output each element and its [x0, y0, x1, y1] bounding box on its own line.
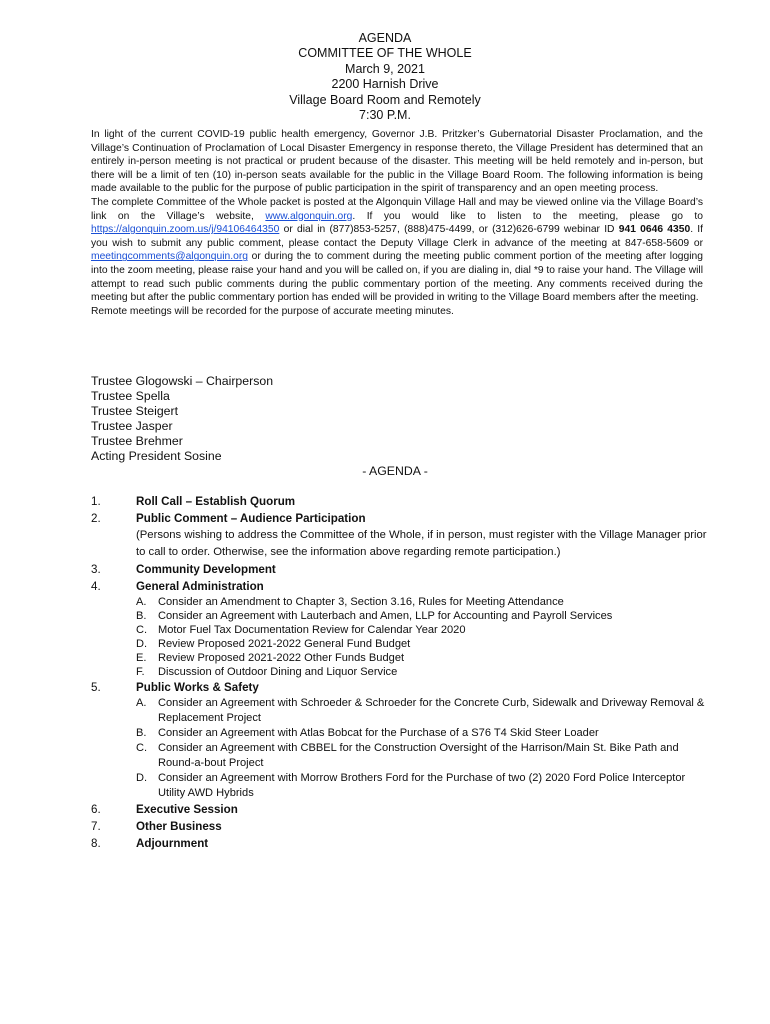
item-title: Other Business — [136, 820, 222, 833]
intro-paragraph-covid: In light of the current COVID-19 public health emergency, Governor J.B. Pritzker’s Gubernatorial Disaster Proclamation, and the Village’s Continuation of Proclamation of Local Disaster Emergency in response thereto, the Village President has determined that an entirely in-person meeting is not practical or prudent because of the disaster. This meeting will be held remotely and in-person, but there will be a limit of ten (10) in-person seats available for the public in the Village Board Room. The following information is being made available to the public for the purpose of public participation in the spirit of transparency and an open meeting process. — [91, 129, 703, 195]
agenda-item — [91, 818, 711, 835]
sub-item: C. Motor Fuel Tax Documentation Review for Calendar Year 2020 — [136, 624, 466, 636]
trustee-name: Acting President Sosine — [91, 448, 222, 463]
sub-item: A. Consider an Amendment to Chapter 3, Section 3.16, Rules for Meeting Attendance — [136, 596, 564, 608]
email-link[interactable]: meetingcomments@algonquin.org — [91, 251, 248, 263]
header-date: March 9, 2021 — [345, 61, 425, 76]
item-title: Public Works & Safety — [136, 681, 259, 694]
trustee-name: Trustee Steigert — [91, 403, 179, 418]
agenda-item — [91, 801, 711, 818]
agenda-item — [91, 493, 711, 510]
item-number: 7. — [91, 820, 101, 833]
agenda-item — [91, 679, 711, 801]
item-title: Adjournment — [136, 837, 209, 850]
sub-item-list — [136, 696, 711, 801]
item-number: 3. — [91, 563, 101, 576]
agenda-item — [91, 835, 711, 852]
intro-notice — [91, 128, 703, 318]
item-title: Public Comment – Audience Participation — [136, 512, 366, 525]
sub-item: D. Consider an Agreement with Morrow Brothers Ford for the Purchase of two (2) 2020 Ford Police Interceptor Utility AWD Hybrids — [136, 772, 686, 799]
item-number: 2. — [91, 512, 101, 525]
intro-paragraph-recording: Remote meetings will be recorded for the purpose of accurate meeting minutes. — [91, 305, 454, 317]
trustee-list — [91, 374, 273, 463]
sub-item: F. Discussion of Outdoor Dining and Liquor Service — [136, 666, 398, 678]
website-link[interactable]: www.algonquin.org — [265, 210, 353, 222]
item-title: Community Development — [136, 563, 276, 576]
sub-item: E. Review Proposed 2021-2022 Other Funds Budget — [136, 652, 405, 664]
item-number: 6. — [91, 803, 101, 816]
agenda-list — [91, 493, 711, 852]
trustee-name: Trustee Jasper — [91, 418, 173, 433]
sub-item: B. Consider an Agreement with Atlas Bobcat for the Purchase of a S76 T4 Skid Steer Loader — [136, 727, 599, 739]
agenda-item — [91, 510, 711, 561]
header-address: 2200 Harnish Drive — [331, 77, 439, 92]
item-number: 1. — [91, 495, 101, 508]
item-title: Executive Session — [136, 803, 238, 816]
trustee-name: Trustee Spella — [91, 388, 170, 403]
sub-item: C. Consider an Agreement with CBBEL for the Construction Oversight of the Harrison/Main St. Bike Path and Round-a-bout Project — [136, 742, 679, 769]
header-location: Village Board Room and Remotely — [289, 92, 481, 107]
zoom-link[interactable]: https://algonquin.zoom.us/j/94106464350 — [91, 224, 280, 236]
webinar-id: 941 0646 4350 — [618, 224, 691, 236]
document-header — [0, 31, 770, 123]
item-title: General Administration — [136, 580, 264, 593]
agenda-item — [91, 561, 711, 578]
sub-item: B. Consider an Agreement with Lauterbach and Amen, LLP for Accounting and Payroll Services — [136, 610, 613, 622]
trustee-name: Trustee Brehmer — [91, 433, 183, 448]
item-number: 4. — [91, 580, 101, 593]
sub-item: A. Consider an Agreement with Schroeder & Schroeder for the Concrete Curb, Sidewalk and Driveway Removal & Replacement Project — [136, 697, 705, 724]
item-number: 8. — [91, 837, 101, 850]
intro-paragraph-participation: The complete Committee of the Whole packet is posted at the Algonquin Village Hall and may be viewed online via the Village Board’s link on the Village’s website, www.algonquin.org. If you would like to listen to the meeting, please go to https://algonquin.zoom.us/j/94106464350 or dial in (877)853-5257, (888)475-4499, or (312)626-6799 webinar ID 941 0646 4350. If you wish to submit any public comment, please contact the Deputy Village Clerk in advance of the meeting at 847-658-5609 or meetingcomments@algonquin.org or during the to comment during the meeting public comment portion of the meeting after logging into the zoom meeting, please raise your hand and you will be called on, if you are dialing in, dial *9 to raise your hand. The Village will attempt to read such public comments during the public commentary portion of the meeting. Any comments received during the meeting but after the public commentary portion has ended will be provided in writing to the Village Board members after the meeting. — [91, 196, 703, 304]
sub-item: D. Review Proposed 2021-2022 General Fund Budget — [136, 638, 411, 650]
sub-item-list — [136, 595, 711, 679]
header-committee-name: COMMITTEE OF THE WHOLE — [298, 46, 472, 61]
item-note: (Persons wishing to address the Committee of the Whole, if in person, must register with the Village Manager prior to call to order. Otherwise, see the information above regarding remote participation.) — [136, 529, 707, 558]
agenda-item — [91, 578, 711, 679]
trustee-name: Trustee Glogowski – Chairperson — [91, 374, 274, 388]
agenda-heading: - AGENDA - — [362, 464, 428, 478]
header-time: 7:30 P.M. — [359, 108, 411, 123]
item-number: 5. — [91, 681, 101, 694]
item-title: Roll Call – Establish Quorum — [136, 495, 296, 508]
header-agenda-label: AGENDA — [358, 31, 412, 45]
